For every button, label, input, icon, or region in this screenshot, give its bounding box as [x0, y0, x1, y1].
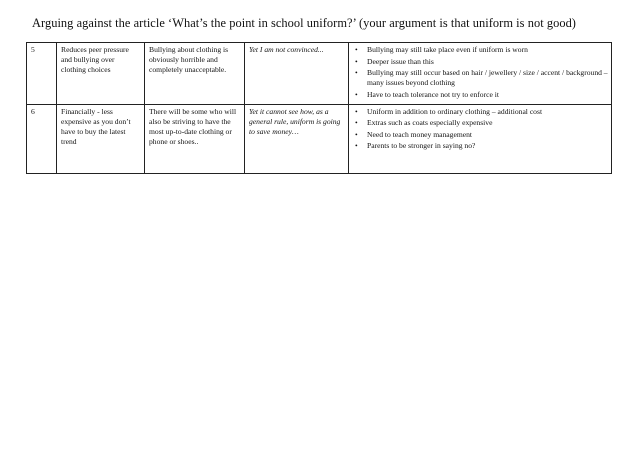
list-item	[353, 130, 608, 140]
bullet-icon: •	[355, 129, 358, 139]
list-item-text: Extras such as coats especially expensive	[367, 118, 493, 128]
statement-cell: There will be some who will also be striving to have the most up-to-date clothing or phone or shoes..	[145, 104, 245, 173]
list-item-text: Bullying may still take place even if uniform is worn	[367, 45, 528, 54]
row-number-cell: 5	[27, 43, 57, 105]
list-item	[353, 90, 608, 100]
row-number-cell: 6	[27, 104, 57, 173]
argument-table	[26, 42, 612, 174]
list-item	[353, 118, 608, 128]
list-item	[353, 57, 608, 67]
list-item-text: Uniform in addition to ordinary clothing – additional cost	[367, 106, 543, 116]
bullet-icon: •	[355, 68, 358, 78]
bullet-list-cell	[349, 43, 612, 105]
table-row	[27, 43, 612, 105]
point-cell: Reduces peer pressure and bullying over clothing choices	[57, 43, 145, 105]
bullet-icon: •	[355, 141, 358, 151]
list-item-text: Parents to be stronger in saying no?	[367, 141, 476, 151]
list-item	[353, 68, 608, 88]
bullet-list-cell	[349, 104, 612, 173]
list-item-text: Deeper issue than this	[367, 56, 434, 66]
page-title: Arguing against the article ‘What’s the point in school uniform?’ (your argument is that uniform is not good)	[32, 16, 576, 30]
bullet-icon: •	[355, 106, 358, 116]
response-cell: Yet I am not convinced...	[245, 43, 349, 105]
bullet-list	[353, 107, 608, 152]
point-cell: Financially - less expensive as you don’t have to buy the latest trend	[57, 104, 145, 173]
list-item	[353, 45, 608, 55]
list-item-text: Need to teach money management	[367, 129, 473, 139]
bullet-icon: •	[355, 56, 358, 66]
statement-cell: Bullying about clothing is obviously horrible and completely unacceptable.	[145, 43, 245, 105]
bullet-icon: •	[355, 89, 358, 99]
bullet-list	[353, 45, 608, 100]
bullet-icon: •	[355, 45, 358, 54]
response-cell: Yet it cannot see how, as a general rule, uniform is going to save money…	[245, 104, 349, 173]
bullet-icon: •	[355, 118, 358, 128]
table-row	[27, 104, 612, 173]
list-item-text: Bullying may still occur based on hair / jewellery / size / accent / background – many issues beyond clothing	[367, 68, 608, 88]
list-item	[353, 107, 608, 117]
list-item-text: Have to teach tolerance not try to enforce it	[367, 89, 499, 99]
list-item	[353, 141, 608, 151]
